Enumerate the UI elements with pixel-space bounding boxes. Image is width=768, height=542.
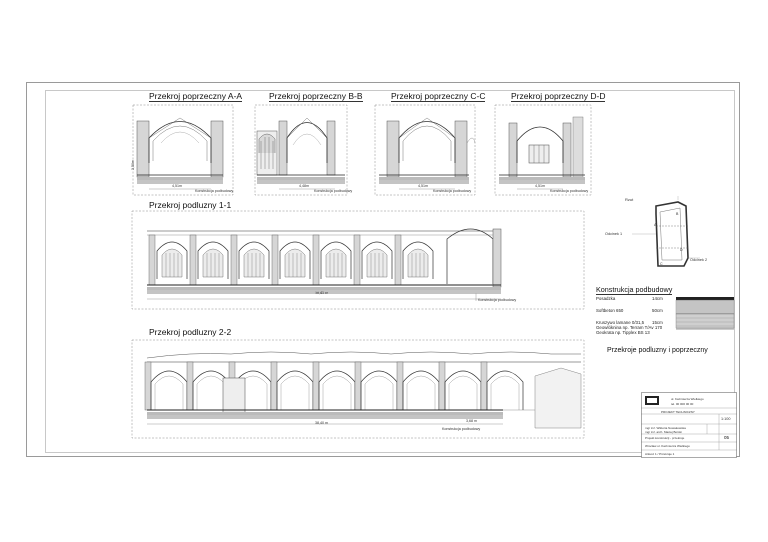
tb-author1: mgr inż. Wiktoria Nowakowska — [645, 426, 686, 430]
cross-note-a: Konstrukcja podbudowy — [195, 189, 234, 193]
plan-label-left: Odcinek 1 — [605, 232, 623, 236]
sheet-caption: Przekroje podluzny i poprzeczny — [607, 347, 708, 354]
long-section-drawing-1 — [131, 209, 586, 311]
long-section-title-2: Przekroj podluzny 2-2 — [149, 327, 232, 337]
plan-drawing — [596, 196, 716, 276]
tb-author2: mgr inż. arch. Maciej Borski — [645, 430, 682, 434]
cross-note-d: Konstrukcja podbudowy — [550, 189, 589, 193]
construction-title: Konstrukcja podbudowy — [596, 285, 673, 294]
plan-mark-c: C — [660, 262, 663, 266]
cross-height-a: 3,50m — [131, 160, 135, 170]
cross-section-drawing-a — [131, 103, 235, 199]
cross-dim-c: 4,51m — [418, 184, 428, 188]
long-dim-1: 38,41 m — [315, 291, 328, 295]
layer-thickness-1: 14cm — [652, 296, 663, 301]
plan-mark-b: B — [676, 212, 679, 216]
tb-location: Wrocław ul. Kazimierza Wielkiego — [645, 444, 690, 448]
tb-description: Projekt konstrukcji - przekroje — [645, 436, 685, 440]
layer-thickness-2: 50cm — [652, 308, 663, 313]
cross-dim-b: 4,48m — [299, 184, 309, 188]
cross-section-title-c: Przekroj poprzeczny C-C — [391, 91, 486, 101]
tb-scale: 1:100 — [721, 417, 731, 421]
cross-section-title-a: Przekroj poprzeczny A-A — [149, 91, 243, 101]
layer-name-3: Kruszywo lamane 0/31,5 — [596, 320, 645, 325]
long-extra-dim-2: 3,68 m — [466, 419, 477, 423]
cross-section-title-b: Przekroj poprzeczny B-B — [269, 91, 363, 101]
layer-name-1: Posadzka — [596, 296, 616, 301]
plan-label-right: Odcinek 2 — [690, 258, 708, 262]
layer-name-5: Geokrata np. Tipplex BS 13 — [596, 330, 650, 335]
tb-sheet-number: 05 — [724, 435, 730, 440]
cross-note-c: Konstrukcja podbudowy — [433, 189, 472, 193]
layer-name-2: Softbeton 650 — [596, 308, 624, 313]
layers-hatch-diagram — [675, 296, 735, 334]
long-dim-2: 38,40 m — [315, 421, 328, 425]
plan-mark-d: D — [680, 248, 683, 252]
cross-note-b: Konstrukcja podbudowy — [314, 189, 353, 193]
long-note-2: Konstrukcja podbudowy — [442, 427, 481, 431]
layer-name-4: Geowlóknina np. Terram T/Av 170 — [596, 325, 663, 330]
cross-dim-d: 4,51m — [535, 184, 545, 188]
plan-label-top: Rzut — [625, 197, 634, 202]
tb-footer: Arkusz 1 / Przekroje 1 — [645, 452, 675, 456]
tb-project: PROJEKT TECHNICZNY — [661, 410, 695, 414]
tb-firm-line1: ul. Kazimierza Wielkiego — [671, 397, 704, 401]
cross-dim-a: 4,51m — [172, 184, 182, 188]
tb-firm-line2: tel. 00 000 00 00 — [671, 402, 694, 406]
plan-mark-a: A — [654, 223, 657, 227]
title-block — [641, 392, 737, 458]
layer-thickness-3: 15cm — [652, 320, 663, 325]
cross-section-title-d: Przekroj poprzeczny D-D — [511, 91, 606, 101]
long-section-title-1: Przekroj podluzny 1-1 — [149, 200, 232, 210]
long-section-drawing-2 — [131, 338, 586, 440]
long-note-1: Konstrukcja podbudowy — [478, 298, 517, 302]
